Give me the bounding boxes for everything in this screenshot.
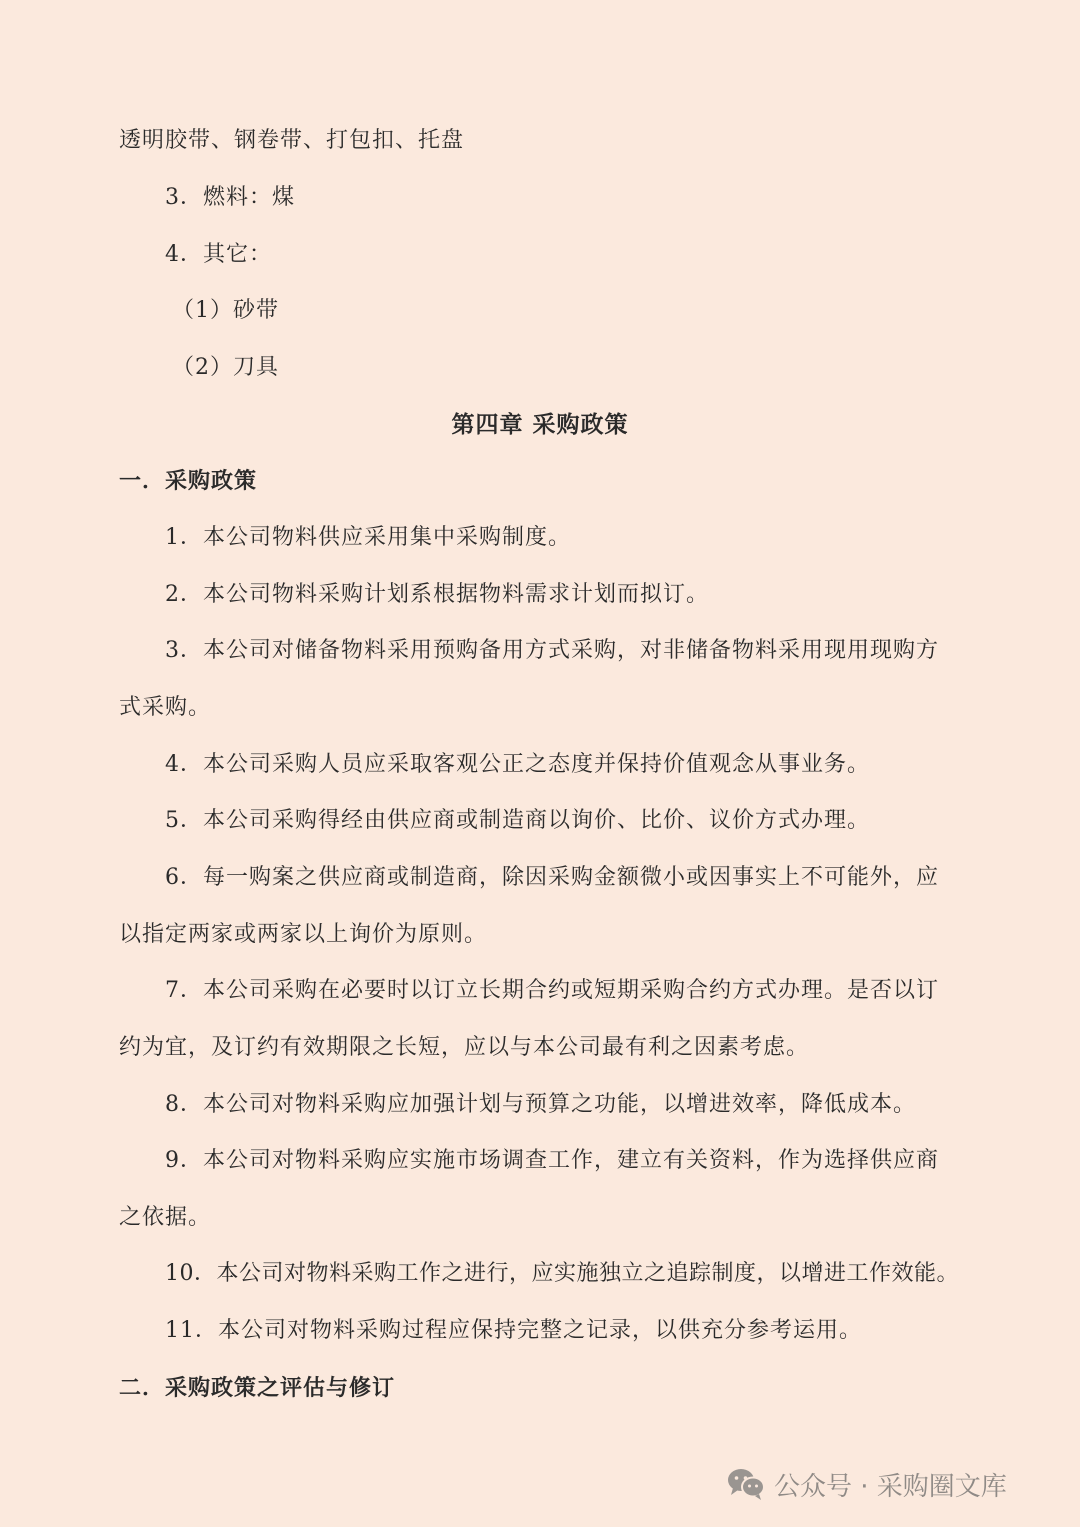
policy-item-9-line-2: 之依据。 [119,1205,212,1230]
policy-item-3-line-1: 3．本公司对储备物料采用预购备用方式采购，对非储备物料采用现用现购方 [165,638,939,663]
sub-item-cutting-tools: （2）刀具 [172,355,279,380]
policy-item-7-line-2: 约为宜，及订约有效期限之长短，应以与本公司最有利之因素考虑。 [119,1035,810,1060]
policy-item-9-line-1: 9．本公司对物料采购应实施市场调查工作，建立有关资料，作为选择供应商 [165,1148,939,1173]
policy-item-1: 1．本公司物料供应采用集中采购制度。 [165,525,571,550]
policy-item-8: 8．本公司对物料采购应加强计划与预算之功能，以增进效率，降低成本。 [165,1092,916,1117]
policy-item-11: 11．本公司对物料采购过程应保持完整之记录，以供充分参考运用。 [165,1318,862,1343]
chapter-title: 第四章 采购政策 [451,411,629,438]
policy-item-5: 5．本公司采购得经由供应商或制造商以询价、比价、议价方式办理。 [165,808,870,833]
list-item-fuel: 3．燃料：煤 [165,185,295,210]
list-item-other: 4．其它： [165,242,272,267]
watermark-text: 公众号 · 采购圈文库 [774,1471,1007,1502]
section-heading-purchasing-policy: 一．采购政策 [119,468,258,494]
policy-item-10: 10．本公司对物料采购工作之进行，应实施独立之追踪制度，以增进工作效能。 [165,1261,959,1286]
policy-item-4: 4．本公司采购人员应采取客观公正之态度并保持价值观念从事业务。 [165,752,870,777]
sub-item-sanding-belt: （1）砂带 [172,298,279,323]
policy-item-7-line-1: 7．本公司采购在必要时以订立长期合约或短期采购合约方式办理。是否以订 [165,978,939,1003]
policy-item-6-line-1: 6．每一购案之供应商或制造商，除因采购金额微小或因事实上不可能外，应 [165,865,939,890]
wechat-icon [726,1466,766,1502]
policy-item-3-line-2: 式采购。 [119,695,212,720]
policy-item-6-line-2: 以指定两家或两家以上询价为原则。 [119,922,488,947]
section-heading-evaluation-revision: 二．采购政策之评估与修订 [119,1375,396,1401]
policy-item-2: 2．本公司物料采购计划系根据物料需求计划而拟订。 [165,582,709,607]
watermark [726,1464,1007,1504]
text-line-packaging-items: 透明胶带、钢卷带、打包扣、托盘 [119,128,465,153]
